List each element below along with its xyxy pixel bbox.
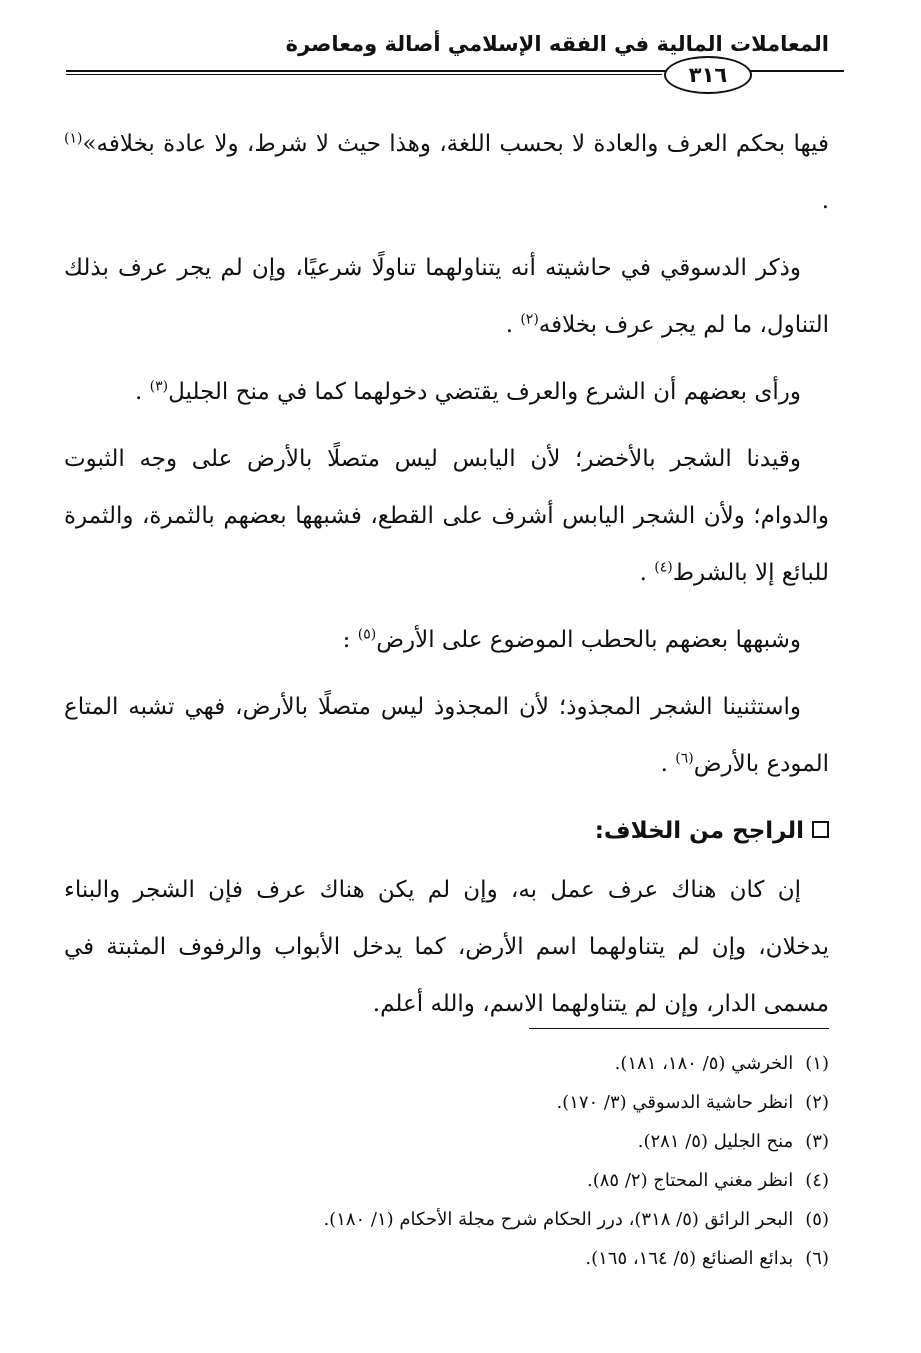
header-rule-thin xyxy=(66,74,662,75)
footnote xyxy=(64,1122,829,1161)
footnote-ref: (١) xyxy=(64,130,83,147)
paragraph-tail: . xyxy=(135,379,143,405)
paragraph xyxy=(64,240,829,354)
footnote xyxy=(64,1239,829,1278)
paragraph xyxy=(64,364,829,421)
paragraph-tail: : xyxy=(342,627,351,653)
footnotes-list xyxy=(64,1044,829,1278)
main-text xyxy=(64,116,829,1043)
paragraph-text: فيها بحكم العرف والعادة لا بحسب اللغة، وهذا حيث لا شرط، ولا عادة بخلافه» xyxy=(82,131,829,157)
footnote-number: (٣) xyxy=(805,1131,829,1152)
paragraph xyxy=(64,116,829,230)
paragraph-text: واستثنينا الشجر المجذوذ؛ لأن المجذوذ ليس متصلًا بالأرض، فهي تشبه المتاع المودع بالأرض xyxy=(64,694,829,777)
footnote xyxy=(64,1161,829,1200)
paragraph-text: وقيدنا الشجر بالأخضر؛ لأن اليابس ليس متصلًا بالأرض على وجه الثبوت والدوام؛ ولأن الشجر اليابس أشرف على القطع، فشبهها بعضهم بالثمرة، والثمرة للبائع إلا بالشرط xyxy=(64,446,829,586)
section-paragraph: إن كان هناك عرف عمل به، وإن لم يكن هناك عرف فإن الشجر والبناء يدخلان، وإن لم يتناولهما اسم الأرض، كما يدخل الأبواب والرفوف المثبتة في مسمى الدار، وإن لم يتناولهما الاسم، والله أعلم. xyxy=(64,877,829,1017)
footnote-text: منح الجليل (٥/ ٢٨١). xyxy=(637,1131,794,1152)
square-bullet-icon xyxy=(812,821,829,838)
footnote-number: (٤) xyxy=(805,1170,829,1191)
paragraph xyxy=(64,679,829,793)
paragraph-text: ورأى بعضهم أن الشرع والعرف يقتضي دخولهما كما في منح الجليل xyxy=(168,379,801,405)
section-heading-text: الراجح من الخلاف: xyxy=(594,818,804,844)
paragraph-tail: . xyxy=(660,751,668,777)
footnote-ref: (٥) xyxy=(357,626,377,643)
running-header-title: المعاملات المالية في الفقه الإسلامي أصالة ومعاصرة xyxy=(285,32,829,56)
page-number: ٣١٦ xyxy=(664,56,752,94)
footnote-text: انظر حاشية الدسوقي (٣/ ١٧٠). xyxy=(556,1092,794,1113)
paragraph-text: وشبهها بعضهم بالحطب الموضوع على الأرض xyxy=(376,627,801,653)
footnote-separator xyxy=(529,1028,829,1029)
paragraph xyxy=(64,612,829,669)
footnote-ref: (٢) xyxy=(520,311,539,328)
footnote-text: بدائع الصنائع (٥/ ١٦٤، ١٦٥). xyxy=(585,1248,794,1269)
footnote-number: (٢) xyxy=(805,1092,829,1113)
footnote-number: (٥) xyxy=(805,1209,829,1230)
footnote-number: (٦) xyxy=(805,1248,829,1269)
paragraph-tail: . xyxy=(639,560,647,586)
footnote xyxy=(64,1083,829,1122)
footnote-text: البحر الرائق (٥/ ٣١٨)، درر الحكام شرح مجلة الأحكام (١/ ١٨٠). xyxy=(323,1209,794,1230)
footnote-ref: (٦) xyxy=(675,750,694,767)
paragraph-text: وذكر الدسوقي في حاشيته أنه يتناولهما تناولًا شرعيًا، وإن لم يجر عرف بذلك التناول، ما لم يجر عرف بخلافه xyxy=(64,255,829,338)
footnote xyxy=(64,1200,829,1239)
footnote-ref: (٤) xyxy=(654,559,673,576)
paragraph-tail: . xyxy=(821,188,829,214)
footnote-ref: (٣) xyxy=(149,378,169,395)
footnote-number: (١) xyxy=(805,1053,829,1074)
footnote xyxy=(64,1044,829,1083)
footnote-text: الخرشي (٥/ ١٨٠، ١٨١). xyxy=(614,1053,794,1074)
paragraph xyxy=(64,431,829,602)
section-heading xyxy=(64,803,829,860)
footnote-text: انظر مغني المحتاج (٢/ ٨٥). xyxy=(587,1170,794,1191)
paragraph-tail: . xyxy=(505,312,513,338)
